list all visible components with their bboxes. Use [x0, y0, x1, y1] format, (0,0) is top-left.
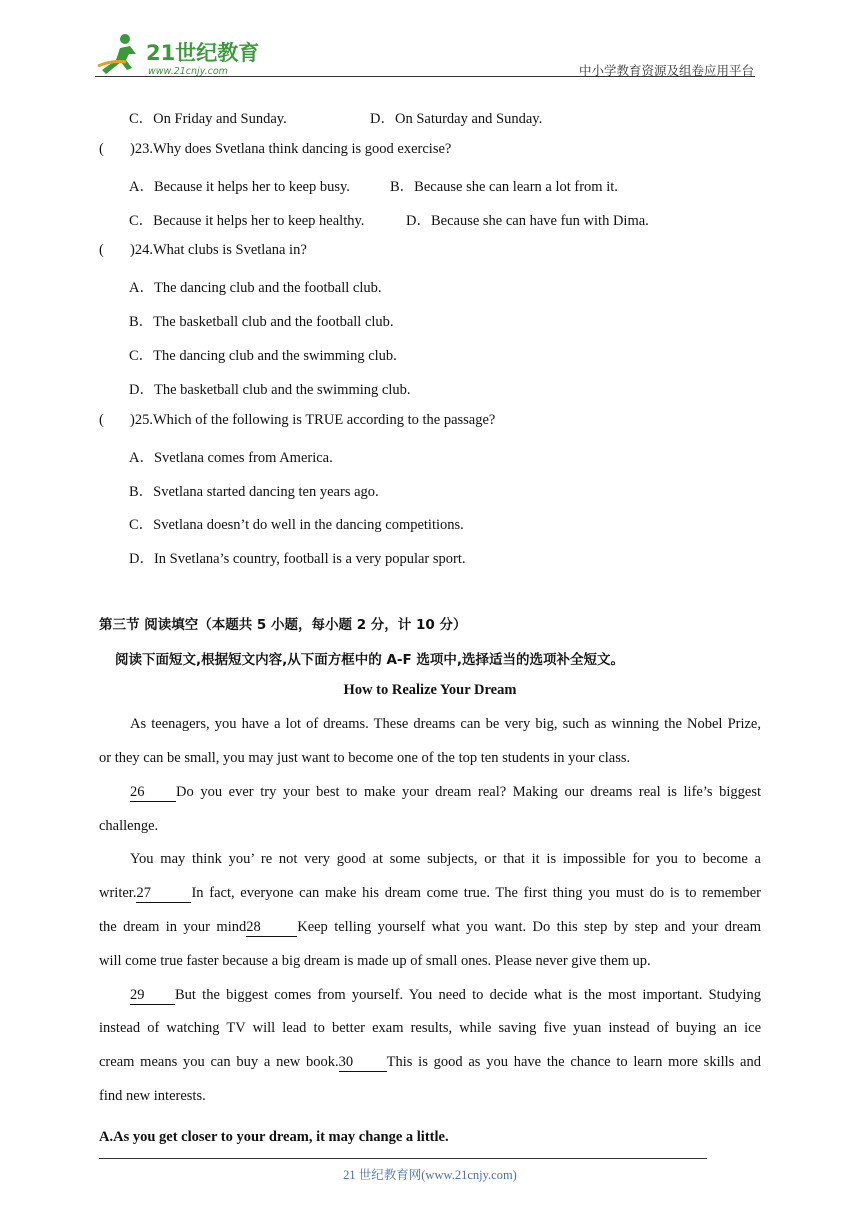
q24-option-d: D．The basketball club and the swimming club. [129, 382, 411, 398]
q23-paren: ( [99, 141, 104, 157]
passage-line [99, 919, 761, 937]
q23-stem: )23.Why does Svetlana think dancing is good exercise? [130, 141, 452, 157]
q23-option-a: A．Because it helps her to keep busy. [129, 179, 350, 195]
passage-line: find new interests. [99, 1088, 206, 1104]
q25-option-b: B．Svetlana started dancing ten years ago. [129, 484, 379, 500]
q24-option-c: C．The dancing club and the swimming club. [129, 348, 397, 364]
passage-line: As teenagers, you have a lot of dreams. These dreams can be very big, such as winning the Nobel Prize, [130, 716, 761, 732]
site-logo [96, 30, 266, 78]
q25-option-d: D．In Svetlana’s country, football is a very popular sport. [129, 551, 466, 567]
logo-wordmark: 21世纪教育 [146, 41, 260, 65]
passage-text: Keep telling yourself what you want. Do this step by step and your dream [297, 919, 761, 935]
passage-line [99, 1054, 761, 1072]
passage-line [99, 987, 761, 1005]
footer-divider [99, 1158, 707, 1159]
passage-title: How to Realize Your Dream [343, 682, 517, 698]
passage-text: But the biggest comes from yourself. You need to decide what is the most important. Studying [175, 987, 761, 1003]
passage-line: You may think you’ re not very good at some subjects, or that it is impossible for you to become a [130, 851, 761, 867]
passage-line: instead of watching TV will lead to better exam results, while saving five yuan instead of buying an ice [99, 1020, 761, 1036]
passage-text: the dream in your mind [99, 919, 247, 935]
q23-option-d: D．Because she can have fun with Dima. [406, 213, 649, 229]
option-a: A.As you get closer to your dream, it may change a little. [99, 1129, 449, 1145]
section-instruction: 阅读下面短文,根据短文内容,从下面方框中的 A-F 选项中,选择适当的选项补全短文。 [115, 652, 625, 668]
section-heading: 第三节 阅读填空（本题共 5 小题，每小题 2 分，计 10 分） [99, 617, 467, 633]
q25-stem: )25.Which of the following is TRUE according to the passage? [130, 412, 496, 428]
passage-line: or they can be small, you may just want to become one of the top ten students in your class. [99, 750, 631, 766]
blank-26[interactable]: 26 [130, 784, 176, 802]
passage-line [99, 885, 761, 903]
passage-line [99, 784, 761, 802]
q24-option-a: A．The dancing club and the football club. [129, 280, 382, 296]
platform-name: 中小学教育资源及组卷应用平台 [578, 63, 754, 78]
passage-text: writer. [99, 885, 137, 901]
passage-text: Do you ever try your best to make your dream real? Making our dreams real is life’s biggest [176, 784, 761, 800]
header-divider [95, 76, 755, 77]
passage-text: This is good as you have the chance to learn more skills and [386, 1054, 761, 1070]
q23-option-c: C．Because it helps her to keep healthy. [129, 213, 365, 229]
q25-option-c: C．Svetlana doesn’t do well in the dancing competitions. [129, 517, 464, 533]
blank-27[interactable]: 27 [136, 885, 191, 903]
blank-29[interactable]: 29 [130, 987, 175, 1005]
q25-paren: ( [99, 412, 104, 428]
blank-28[interactable]: 28 [246, 919, 297, 937]
passage-text: In fact, everyone can make his dream come true. The first thing you must do is to remember [191, 885, 761, 901]
runner-icon [98, 34, 136, 74]
passage-line: will come true faster because a big dream is made up of small ones. Please never give them up. [99, 953, 651, 969]
logo-url: www.21cnjy.com [148, 66, 228, 77]
q24-stem: )24.What clubs is Svetlana in? [130, 242, 307, 258]
q24-option-b: B．The basketball club and the football club. [129, 314, 394, 330]
passage-text: cream means you can buy a new book. [99, 1054, 339, 1070]
q22-option-c: C．On Friday and Sunday. [129, 111, 287, 127]
q22-option-d: D．On Saturday and Sunday. [370, 111, 543, 127]
passage-line: challenge. [99, 818, 159, 834]
q23-option-b: B．Because she can learn a lot from it. [390, 179, 618, 195]
q24-paren: ( [99, 242, 104, 258]
q25-option-a: A．Svetlana comes from America. [129, 450, 333, 466]
blank-30[interactable]: 30 [339, 1054, 387, 1072]
footer-text[interactable]: 21 世纪教育网(www.21cnjy.com) [343, 1168, 517, 1182]
